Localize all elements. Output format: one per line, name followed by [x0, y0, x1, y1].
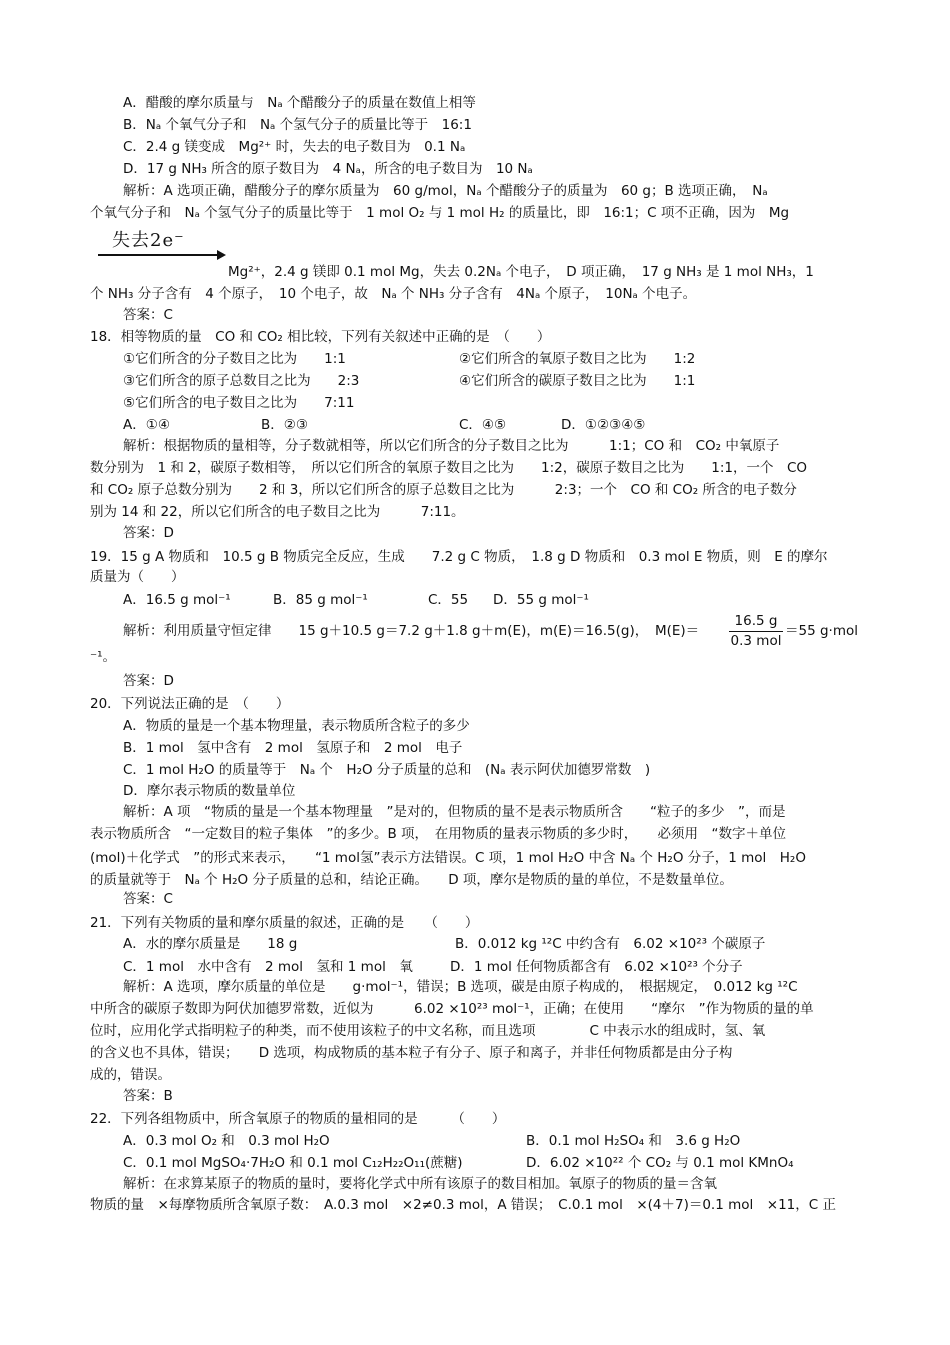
option-b: B．85 g mol⁻¹ [273, 592, 368, 608]
analysis-text: 解析：根据物质的量相等，分子数就相等，所以它们所含的分子数目之比为 1:1；CO 和 CO₂ 中氧原子 [123, 438, 780, 454]
answer: 答案：B [123, 1088, 173, 1104]
question-20: 20．下列说法正确的是 （ ） [90, 696, 290, 712]
analysis-text: 解析：利用质量守恒定律 15 g＋10.5 g＝7.2 g＋1.8 g＋m(E)，m(E)＝16.5(g)， M(E)＝ [123, 623, 700, 639]
question-22: 22．下列各组物质中，所含氧原子的物质的量相同的是 （ ） [90, 1111, 506, 1127]
option-a: A．0.3 mol O₂ 和 0.3 mol H₂O [123, 1133, 330, 1149]
answer: 答案：C [123, 307, 173, 323]
fraction [727, 612, 785, 650]
arrow-head-icon [217, 250, 226, 260]
option-d: D．摩尔表示物质的数量单位 [123, 783, 296, 799]
analysis-text: 解析：A 选项，摩尔质量的单位是 g·mol⁻¹，错误；B 选项，碳是由原子构成的， 根据规定， 0.012 kg ¹²C [123, 979, 798, 995]
option-a: A．16.5 g mol⁻¹ [123, 592, 231, 608]
analysis-text: 个氧气分子和 Nₐ 个氢气分子的质量比等于 1 mol O₂ 与 1 mol H₂ 的质量比，即 16:1；C 项不正确，因为 Mg [90, 205, 790, 221]
option-c: C．④⑤ [459, 417, 507, 433]
option-c: C．1 mol 水中含有 2 mol 氢和 1 mol 氧 [123, 959, 413, 975]
option-c: C．55 [428, 592, 469, 608]
option-d: D．55 g mol⁻¹ [493, 592, 589, 608]
option-b: B．②③ [261, 417, 308, 433]
fraction-denominator: 0.3 mol [730, 633, 782, 649]
option-b: B．1 mol 氢中含有 2 mol 氢原子和 2 mol 电子 [123, 740, 463, 756]
electron-loss-arrow [98, 226, 228, 262]
option-b: B．Nₐ 个氧气分子和 Nₐ 个氢气分子的质量比等于 16:1 [123, 117, 472, 133]
answer: 答案：D [123, 525, 174, 541]
option-b: B．0.1 mol H₂SO₄ 和 3.6 g H₂O [526, 1133, 741, 1149]
statement: ③它们所含的原子总数目之比为 2:3 [123, 373, 360, 389]
option-a: A．①④ [123, 417, 170, 433]
analysis-text: 的质量就等于 Nₐ 个 H₂O 分子质量的总和，结论正确。 D 项，摩尔是物质的量的单位，不是数量单位。 [90, 872, 733, 888]
answer: 答案：D [123, 673, 174, 689]
question-19: 质量为（ ） [90, 569, 185, 585]
analysis-text: 位时，应用化学式指明粒子的种类，而不使用该粒子的中文名称，而且选项 C 中表示水的组成时，氢、氧 [90, 1023, 766, 1039]
option-b: B．0.012 kg ¹²C 中约含有 6.02 ×10²³ 个碳原子 [455, 936, 766, 952]
option-d: D．①②③④⑤ [561, 417, 646, 433]
statement: ④它们所含的碳原子数目之比为 1:1 [459, 373, 696, 389]
option-d: D．1 mol 任何物质都含有 6.02 ×10²³ 个分子 [450, 959, 743, 975]
analysis-text: 和 CO₂ 原子总数分别为 2 和 3，所以它们所含的原子总数目之比为 2:3；一个 CO 和 CO₂ 所含的电子数分 [90, 482, 797, 498]
analysis-text: ⁻¹。 [90, 649, 117, 665]
option-d: D．6.02 ×10²² 个 CO₂ 与 0.1 mol KMnO₄ [526, 1155, 794, 1171]
analysis-text: Mg²⁺，2.4 g 镁即 0.1 mol Mg，失去 0.2Nₐ 个电子， D 项正确， 17 g NH₃ 是 1 mol NH₃，1 [228, 264, 814, 280]
question-19: 19．15 g A 物质和 10.5 g B 物质完全反应，生成 7.2 g C 物质， 1.8 g D 物质和 0.3 mol E 物质，则 E 的摩尔 [90, 549, 828, 565]
option-d: D．17 g NH₃ 所含的原子数目为 4 Nₐ，所含的电子数目为 10 Nₐ [123, 161, 533, 177]
option-a: A．水的摩尔质量是 18 g [123, 936, 298, 952]
statement: ②它们所含的氧原子数目之比为 1:2 [459, 351, 696, 367]
answer: 答案：C [123, 891, 173, 907]
analysis-text: 别为 14 和 22，所以它们所含的电子数目之比为 7:11。 [90, 504, 465, 520]
analysis-text: 解析：A 项 “物质的量是一个基本物理量 ”是对的，但物质的量不是表示物质所含 “粒子的多少 ”，而是 [123, 804, 786, 820]
statement: ①它们所含的分子数目之比为 1:1 [123, 351, 346, 367]
analysis-text: 物质的量 ×每摩物质所含氧原子数： A.0.3 mol ×2≠0.3 mol，A 错误； C.0.1 mol ×(4＋7)＝0.1 mol ×11，C 正 [90, 1197, 836, 1213]
option-c: C．1 mol H₂O 的质量等于 Nₐ 个 H₂O 分子质量的总和 (Nₐ 表示阿伏加德罗常数 ) [123, 762, 651, 778]
analysis-text: 中所含的碳原子数即为阿伏加德罗常数，近似为 6.02 ×10²³ mol⁻¹，正确；在使用 “摩尔 ”作为物质的量的单 [90, 1001, 814, 1017]
analysis-text: 解析：在求算某原子的物质的量时，要将化学式中所有该原子的数目相加。氧原子的物质的量＝含氧 [123, 1176, 717, 1192]
analysis-text: ＝55 g·mol [785, 623, 858, 639]
analysis-text: (mol)＋化学式 ”的形式来表示， “1 mol氢”表示方法错误。C 项，1 mol H₂O 中含 Nₐ 个 H₂O 分子，1 mol H₂O [90, 850, 806, 866]
analysis-text: 解析：A 选项正确，醋酸分子的摩尔质量为 60 g/mol，Nₐ 个醋酸分子的质量为 60 g；B 选项正确， Nₐ [123, 183, 768, 199]
analysis-text: 数分别为 1 和 2，碳原子数相等， 所以它们所含的氧原子数目之比为 1:2，碳原子数目之比为 1:1，一个 CO [90, 460, 808, 476]
analysis-text: 个 NH₃ 分子含有 4 个原子， 10 个电子，故 Nₐ 个 NH₃ 分子含有 4Nₐ 个原子， 10Nₐ 个电子。 [90, 286, 697, 302]
analysis-text: 的含义也不具体，错误； D 选项，构成物质的基本粒子有分子、原子和离子，并非任何物质都是由分子构 [90, 1045, 733, 1061]
option-c: C．0.1 mol MgSO₄·7H₂O 和 0.1 mol C₁₂H₂₂O₁₁(蔗糖) [123, 1155, 463, 1171]
option-c: C．2.4 g 镁变成 Mg²⁺ 时，失去的电子数目为 0.1 Nₐ [123, 139, 466, 155]
fraction-numerator: 16.5 g [734, 613, 778, 629]
arrow-line [98, 254, 222, 256]
electron-loss-label: 失去2e⁻ [112, 230, 185, 251]
statement: ⑤它们所含的电子数目之比为 7:11 [123, 395, 355, 411]
analysis-text: 成的，错误。 [90, 1067, 171, 1083]
analysis-text: 表示物质所含 “一定数目的粒子集体 ”的多少。B 项， 在用物质的量表示物质的多少时， 必须用 “数字＋单位 [90, 826, 787, 842]
option-a: A．物质的量是一个基本物理量，表示物质所含粒子的多少 [123, 718, 470, 734]
option-a: A．醋酸的摩尔质量与 Nₐ 个醋酸分子的质量在数值上相等 [123, 95, 476, 111]
question-18: 18．相等物质的量 CO 和 CO₂ 相比较，下列有关叙述中正确的是 （ ） [90, 329, 551, 345]
question-21: 21．下列有关物质的量和摩尔质量的叙述，正确的是 （ ） [90, 915, 479, 931]
